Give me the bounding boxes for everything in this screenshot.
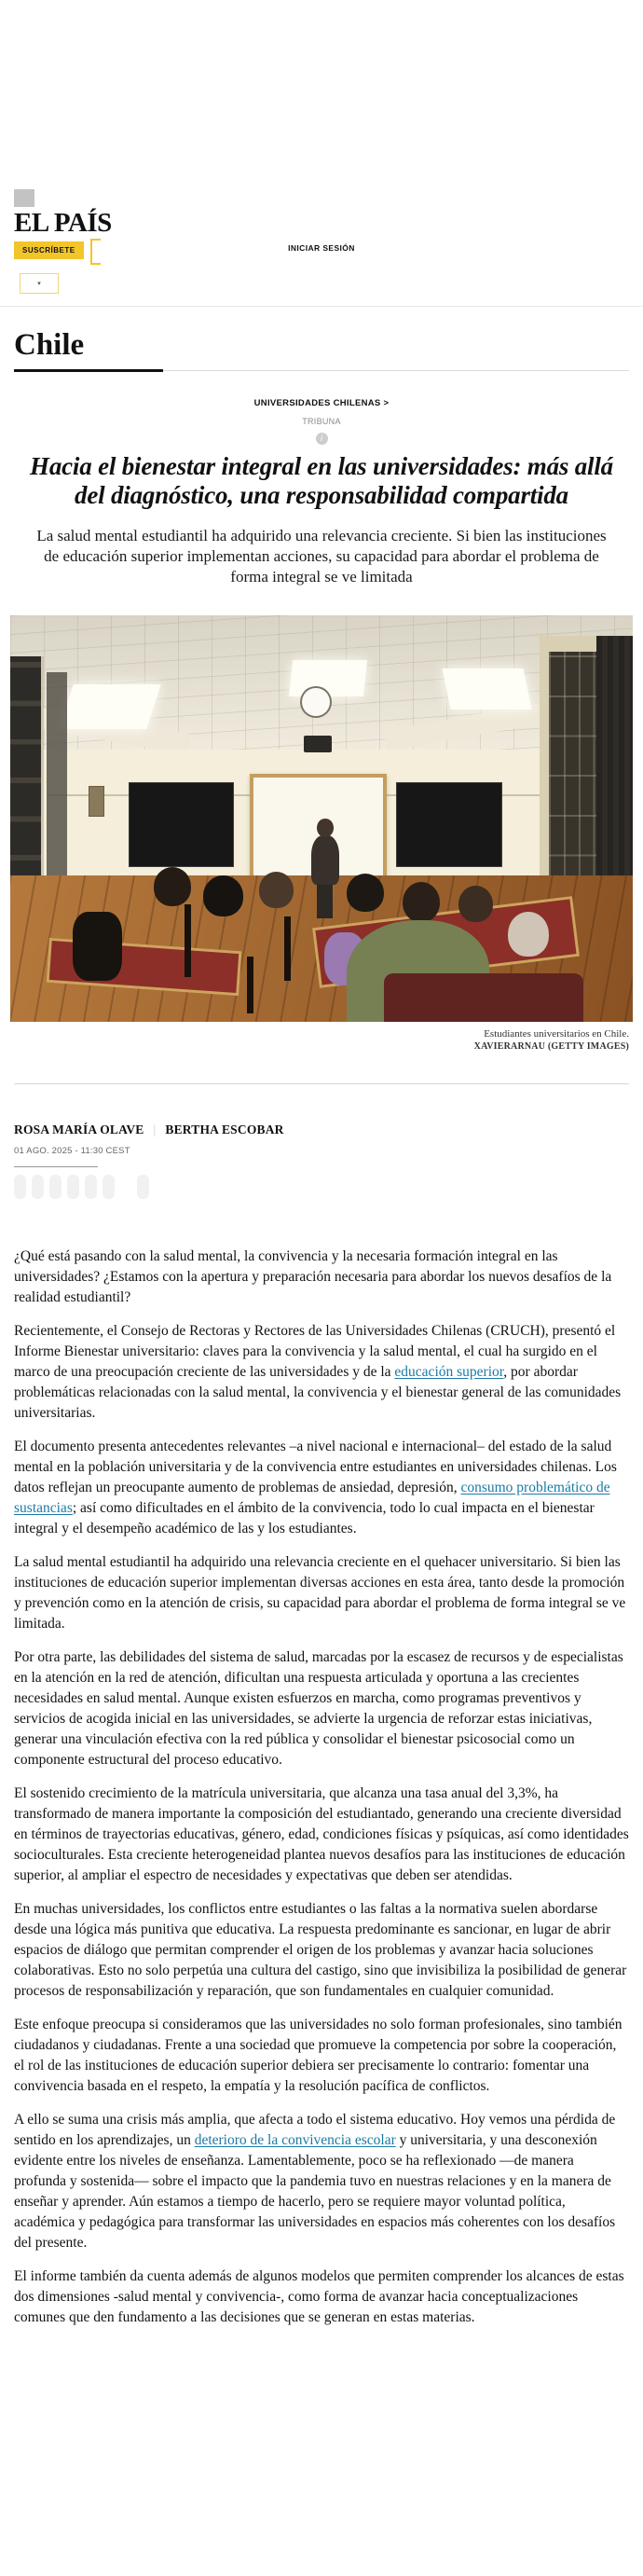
article-paragraph: [14, 1784, 629, 1886]
paragraph-text: La salud mental estudiantil ha adquirido una relevancia creciente en el quehacer universitario. Si bien las instituciones de educación superior implementan diversas acciones en esta área, tanto desde la promoción y prevención como en la atención de crisis, su capacidad para abordar el problema de forma integral se ve limitada.: [14, 1554, 626, 1632]
article-body: [14, 1247, 629, 2328]
info-icon[interactable]: i: [316, 433, 328, 445]
photo-credit: XAVIERARNAU (GETTY IMAGES): [473, 1041, 629, 1052]
paragraph-text: y universitaria, y una desconexión evidente entre los niveles de enseñanza. Lamentablemente, poco se ha reflexionado —de manera profunda y sostenida— sobre el impacto que la pandemia tuvo en nuestras relaciones y en la manera de enseñar y aprender. Aún estamos a tiempo de hacerlo, pero se requiere mayor voluntad política, académica y pedagógica para transformar las universidades en espacios más coherentes con los desafíos del presente.: [14, 2132, 616, 2251]
photo-student-head: [347, 874, 384, 912]
share-button-placeholder[interactable]: [49, 1175, 62, 1199]
photo-clock: [300, 686, 331, 718]
photo-student-head: [508, 912, 548, 957]
section-title-chile[interactable]: Chile: [14, 328, 85, 362]
photo-caption-block: [14, 1028, 629, 1053]
article-title: Hacia el bienestar integral en las universidades: más allá del diagnóstico, una responsabilidad compartida: [30, 452, 613, 509]
photo-backpack: [73, 912, 122, 981]
share-row: [14, 1175, 629, 1199]
kicker-link[interactable]: UNIVERSIDADES CHILENAS >: [253, 398, 390, 408]
photo-ceiling-light: [59, 684, 160, 729]
inline-link[interactable]: deterioro de la convivencia escolar: [194, 2132, 396, 2148]
share-button-placeholder[interactable]: [67, 1175, 79, 1199]
article-paragraph: [14, 1437, 629, 1539]
section-rule-black: [14, 369, 163, 372]
comments-button-placeholder[interactable]: [137, 1175, 149, 1199]
byline: [14, 1123, 629, 1137]
photo-lecturer-legs: [317, 882, 333, 918]
share-button-placeholder[interactable]: [14, 1175, 26, 1199]
edition-dropdown[interactable]: [20, 273, 59, 294]
photo-picture-frame: [89, 786, 104, 817]
paragraph-text: A ello se suma una crisis más amplia, que afecta a todo el sistema educativo. Hoy vemos una pérdida de sentido en los aprendizajes, un: [14, 2112, 616, 2148]
article-paragraph: [14, 1247, 629, 1308]
login-link[interactable]: INICIAR SESIÓN: [288, 243, 355, 253]
article-paragraph: [14, 1899, 629, 2002]
photo-projector: [304, 736, 331, 752]
inline-link[interactable]: educación superior: [394, 1364, 504, 1380]
subscribe-button[interactable]: SUSCRÍBETE: [14, 241, 84, 259]
masthead: [0, 189, 643, 307]
article-paragraph: [14, 1552, 629, 1634]
photo-window-left-2: [47, 672, 68, 908]
photo-student-head: [154, 867, 191, 905]
photo-lecturer-body: [311, 835, 340, 884]
paragraph-text: ¿Qué está pasando con la salud mental, la convivencia y la necesaria formación integral en las universidades? ¿Estamos con la apertura y preparación necesaria para abordar los nuevos desafíos de la realidad estudiantil?: [14, 1248, 612, 1305]
photo-student-head: [259, 872, 294, 908]
header-divider: [0, 306, 643, 307]
article-subtitle: La salud mental estudiantil ha adquirido una relevancia creciente. Si bien las instituciones de educación superior implementan acciones, su capacidad para abordar el problema de forma integral se ve limitada: [36, 527, 607, 585]
paragraph-text: El sostenido crecimiento de la matrícula universitaria, que alcanza una tasa anual del 3,3%, ha transformado de manera importante la composición del estudiantado, generando una creciente diversidad en términos de trayectorias educativas, género, edad, condiciones físicas y psíquicas, así como identidades socioculturales. Esta creciente heterogeneidad plantea nuevos desafíos para las instituciones de educación superior, al ampliar el espectro de necesidades y expectativas que deben ser atendidas.: [14, 1785, 629, 1883]
article-paragraph: [14, 1321, 629, 1424]
paragraph-text: ; así como dificultades en el ámbito de la convivencia, todo lo cual impacta en el bienestar integral y el desempeño académico de las y los estudiantes.: [14, 1500, 595, 1536]
paragraph-text: Por otra parte, las debilidades del sistema de salud, marcadas por la escasez de recursos y de especialistas en la atención en la red de atención, dificultan una respuesta articulada y oportuna a las crecientes necesidades en salud mental. Aunque existen esfuerzos en marcha, como programas preventivos y servicios de acogida inicial en las universidades, se advierte la urgencia de reforzar estas iniciativas, generar una vinculación efectiva con la red pública y consolidar el bienestar psicosocial como un componente estructural del proceso educativo.: [14, 1649, 623, 1768]
share-button-placeholder[interactable]: [103, 1175, 115, 1199]
photo-chair-back: [384, 973, 583, 1022]
share-divider: [14, 1166, 98, 1167]
chevron-down-icon: ▾: [37, 281, 41, 287]
article-photo[interactable]: [10, 615, 633, 1022]
photo-caption: Estudiantes universitarios en Chile.: [484, 1028, 629, 1040]
photo-chair-leg: [284, 916, 291, 982]
paragraph-text: Recientemente, el Consejo de Rectoras y Rectores de las Universidades Chilenas (CRUCH), presentó el Informe Bienestar universitario: claves para la convivencia y la salud mental, el cual ha surgido en el marco de una preocupación creciente de las universidades y de la: [14, 1323, 616, 1380]
photo-tv-left: [129, 782, 235, 868]
photo-student-head: [458, 886, 493, 922]
share-button-placeholder[interactable]: [32, 1175, 44, 1199]
article-paragraph: [14, 1647, 629, 1770]
photo-lecturer-head: [317, 819, 333, 837]
elpais-article-page: [0, 189, 643, 2576]
paragraph-text: , por abordar problemáticas relacionadas con la salud mental, la convivencia y el bienestar general de las comunidades universitarias.: [14, 1364, 622, 1421]
photo-ceiling-light: [442, 668, 531, 709]
byline-divider: [14, 1083, 629, 1084]
share-button-placeholder[interactable]: [85, 1175, 97, 1199]
inline-link[interactable]: consumo problemático de sustancias: [14, 1480, 610, 1516]
author-separator: |: [153, 1123, 157, 1136]
photo-tv-right: [396, 782, 502, 868]
photo-chair-leg: [185, 904, 191, 977]
paragraph-text: Este enfoque preocupa si consideramos que las universidades no solo forman profesionales, sino también ciudadanos y ciudadanas. Frente a una sociedad que promueve la competencia por sobre la cooperación, el rol de las instituciones de educación superior debiera ser precisamente lo contrario: fomentar una convivencia basada en el respeto, la empatía y la resolución pacífica de conflictos.: [14, 2017, 622, 2094]
paragraph-text: En muchas universidades, los conflictos entre estudiantes o las faltas a la normativa suelen abordarse desde una lógica más punitiva que educativa. La respuesta predominante es sancionar, en lugar de abrir espacios de diálogo que permitan comprender el origen de los problemas y avanzar hacia soluciones colaborativas. Esto no solo perpetúa una cultura del castigo, sino que invisibiliza la posibilidad de generar procesos de responsabilización y reparación, que son fundamentales en cualquier comunidad.: [14, 1901, 627, 1999]
paragraph-text: El documento presenta antecedentes relevantes –a nivel nacional e internacional– del estado de la salud mental en la población universitaria y de la convivencia entre estudiantes en universidades chilenas. Los datos reflejan un preocupante aumento de problemas de ansiedad, depresión,: [14, 1439, 617, 1495]
article-paragraph: [14, 2110, 629, 2253]
publish-date: 01 AGO. 2025 - 11:30 CEST: [14, 1146, 130, 1156]
article: [0, 393, 643, 2328]
elpais-logo[interactable]: EL PAÍS: [14, 208, 112, 238]
article-paragraph: [14, 2266, 629, 2328]
tribuna-tag: TRIBUNA: [302, 417, 341, 426]
photo-chair-leg: [247, 957, 253, 1013]
photo-student-head: [403, 882, 440, 923]
article-paragraph: [14, 2015, 629, 2097]
paragraph-text: El informe también da cuenta además de algunos modelos que permiten comprender los alcances de estas dos dimensiones -salud mental y convivencia-, como forma de avanzar hacia conceptualizaciones comunes que den fundamento a las decisiones que se generan en estas materias.: [14, 2268, 624, 2325]
section-header: [0, 330, 643, 373]
photo-student-head: [203, 875, 243, 916]
menu-placeholder-icon[interactable]: [14, 189, 34, 207]
section-rule: [0, 369, 643, 373]
author-link-1[interactable]: ROSA MARÍA OLAVE: [14, 1123, 144, 1136]
author-link-2[interactable]: BERTHA ESCOBAR: [165, 1123, 284, 1136]
article-header: [0, 393, 643, 587]
